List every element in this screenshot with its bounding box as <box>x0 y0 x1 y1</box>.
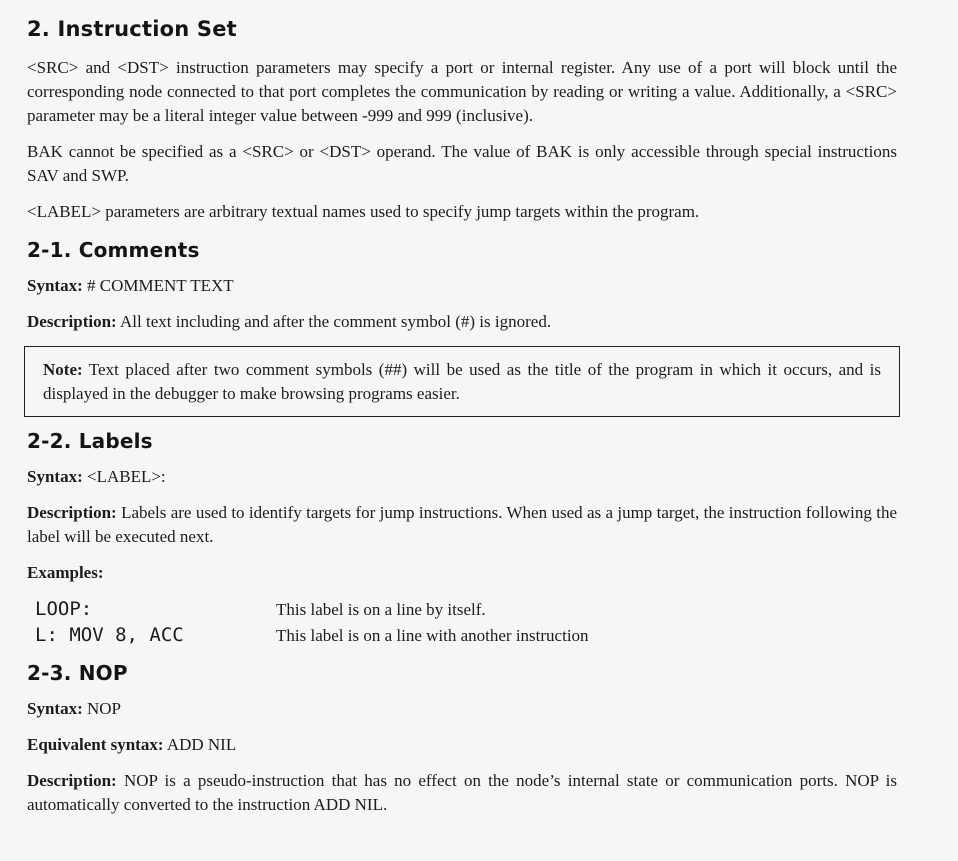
description-text: All text including and after the comment symbol (#) is ignored. <box>120 312 552 331</box>
syntax-label: Syntax: <box>27 699 83 718</box>
description-text: NOP is a pseudo-instruction that has no effect on the node’s internal state or communication ports. NOP is automatically converted to the instruction ADD NIL. <box>27 771 898 814</box>
syntax-value: NOP <box>86 699 121 718</box>
manual-page <box>27 14 897 829</box>
example-code: LOOP: <box>35 598 93 620</box>
example-row <box>35 597 897 623</box>
comments-description <box>27 310 897 334</box>
params-paragraph: <SRC> and <DST> instruction parameters may specify a port or internal register. Any use of a port will block until the corresponding node connected to that port completes the communication by reading or writing a value. Additionally, a <SRC> parameter may be a literal integer value between -999 and 999 (inclusive). <box>27 58 897 125</box>
syntax-value: <LABEL>: <box>86 467 166 486</box>
description-text: Labels are used to identify targets for jump instructions. When used as a jump target, the instruction following the label will be executed next. <box>27 503 898 546</box>
nop-syntax <box>27 697 897 721</box>
description-label: Description: <box>27 503 117 522</box>
comments-syntax <box>27 274 897 298</box>
example-desc: This label is on a line with another instruction <box>276 626 589 645</box>
syntax-value: # COMMENT TEXT <box>86 276 234 295</box>
comments-heading: 2-1. Comments <box>27 238 200 262</box>
example-code: L: MOV 8, ACC <box>35 624 184 646</box>
note-label: Note: <box>43 360 83 379</box>
examples-heading <box>27 561 897 585</box>
note-box <box>24 346 900 417</box>
section-title: 2. Instruction Set <box>27 17 237 41</box>
nop-description <box>27 769 897 817</box>
note-text: Text placed after two comment symbols (##) will be used as the title of the program in which it occurs, and is displayed in the debugger to make browsing programs easier. <box>43 360 881 403</box>
nop-equivalent-syntax <box>27 733 897 757</box>
bak-paragraph: BAK cannot be specified as a <SRC> or <DST> operand. The value of BAK is only accessible through special instructions SAV and SWP. <box>27 142 897 185</box>
examples-label: Examples: <box>27 563 104 582</box>
example-desc: This label is on a line by itself. <box>276 600 486 619</box>
example-row <box>35 623 897 649</box>
equivalent-syntax-value: ADD NIL <box>166 735 237 754</box>
label-params-paragraph: <LABEL> parameters are arbitrary textual names used to specify jump targets within the program. <box>27 202 700 221</box>
labels-syntax <box>27 465 897 489</box>
nop-heading: 2-3. NOP <box>27 661 128 685</box>
description-label: Description: <box>27 312 117 331</box>
syntax-label: Syntax: <box>27 467 83 486</box>
labels-heading: 2-2. Labels <box>27 429 153 453</box>
labels-description <box>27 501 897 549</box>
syntax-label: Syntax: <box>27 276 83 295</box>
examples-list <box>35 597 897 649</box>
description-label: Description: <box>27 771 117 790</box>
equivalent-syntax-label: Equivalent syntax: <box>27 735 164 754</box>
note-paragraph <box>43 358 881 406</box>
